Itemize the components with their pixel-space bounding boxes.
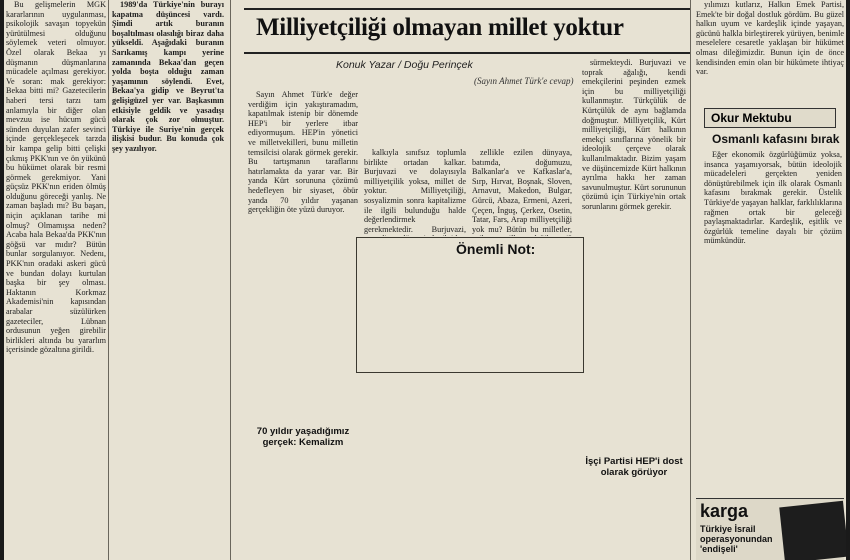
headline-bottom-rule [244, 52, 690, 54]
column-6 [582, 58, 686, 448]
column-3 [248, 90, 358, 420]
column-6-text: sürmekteydi. Burjuvazi ve toprak ağalığı, kendi emekçilerini peşinden ezmek için bu milliyetçiliği kullanmıştır. Türkçülük de Kürtçülük de aynı bağlamda doğmuştur. Milliyetçilik, Kürt milliyetçiliği, Kürt halkının emekçi sınıflarına yönelik bir ideolojik çerçeve olarak kullanılmaktadır. Bizim yaşam ve düşüncemizde Kürt halkının ayrılma hakkı her zaman savunulmuştur. Kürt sorununun çözümü için Türkiye'nin ortak sorunlarını görmek gerekir. [582, 58, 686, 211]
page-headline: Milliyetçiliği olmayan millet yoktur [256, 14, 624, 41]
column-7 [696, 0, 844, 98]
column-5-text: zellikle ezilen dünyaya, batımda, doğumuzu, Balkanlar'a ve Kafkaslar'a, Sırp, Hırvat, Boşnak, Sloven, Arnavut, Makedon, Bulgar, Gürcü, Abaza, Ermeni, Azeri, Çeçen, İnguş, Çerkez, Osetin, Tatar, Fars, Arap milliyetçiliği yok mu? Bütün bu milletler, [472, 148, 572, 234]
column-7-text: yılımızı kutlarız, Halkın Emek Partisi, Emek'te bir doğal dostluk gördüm. Bu güzel halkın uyum ve kardeşlik içinde yaşayan, gücünü halkla birleştirerek yürüyen, benimle meselelere cesaretle yaklaşan bir hükümet olması dileğimizdir. Bunun için de önce kendisinden emin olan bir hükümete ihtiyaç var. [696, 0, 844, 77]
column-4 [364, 148, 466, 236]
karga-logo: karga [700, 501, 749, 521]
headline-top-rule [244, 8, 690, 10]
right-column [704, 150, 842, 490]
newspaper-page [4, 0, 846, 560]
section-label-box [704, 108, 836, 128]
column-4-text: kalkıyla sınıfsız toplumla birlikte ortadan kalkar. Burjuvazi ve dolayısıyla milliyetçilik yoksa, millet de yoktur. Milliyetçiliği, sosyalizmin sonra kapitalizme ile ilgili bulunduğu halde değerlendirmek gerekmektedir. Burjuvazi, [364, 148, 466, 234]
column-1-text: Bu gelişmelerin MGK kararlarının uygulanması, psikolojik savaşın topyekün yürütülmesi olduğunu söylemek veteri olmuyor. Özel olarak Bekaa yı düşmanın düşmanlarına mücadele açılması gerekiyor. Ve soran: mak gerekiyor: Bekaa bitti mi? Gazetecilerin haberi tersi tarzı tam anlamıyla bir diğer olan mevzuu ise hücum gücü sünden duyulan zafer sevinci içinde gerçekleşecek tarzda bir kampa gelip bitti çelişki çıkmış PKK'nın ve ön yükünü bu hükümet olarak bir resmi görmek gerekmiyor. Yani güçsüz PKK'nın eriden ölmüş olduğunu göreceği yanlış. Ne zaman başladı mı? Bu başarı, niçin açıklanan tarihe mi olmuş? Olmamışsa neden? Acaba hala Bekaa'da PKK'nın göğsü var mıdır? Bütün bunlar sorgulanıyor. Nedenı, PKK'nın oradaki askeri gücü ve bundan dolayı kurtulan başka bir şey olması. Haktanın Korkmaz Akademisi'nin kapısından arabalar süzülürken gazeteciler, Lübnan ordusunun yeğen girebilir birlikleri altında bu yararlım içerisinde gözaltına girildi. [6, 0, 106, 355]
right-column-text: Eğer ekonomik özgürlüğümüz yoksa, insanca yaşamıyorsak, bütün ideolojik mücadeleleri gerçekten yeniden dönüştürebilmek için ilk olarak Osmanlı kafasını bırakmak gerekir. Üstelik Türkiye'de yaşayan halklar, farklılıklarına rağmen ortak bir geleceği paylaşmaktadırlar. Kardeşlik, eşitlik ve özgürlük temeline dayalı bir çözüm mümkündür. [704, 150, 842, 246]
cartoon-hah [779, 501, 846, 560]
section-label: Okur Mektubu [711, 111, 792, 125]
column-1 [6, 0, 106, 560]
important-note-title: Önemli Not: [456, 241, 536, 257]
column-5 [472, 148, 572, 236]
column-divider [108, 0, 109, 560]
sub-headline-kemalizm: 70 yıldır yaşadığımız gerçek: Kemalizm [256, 426, 350, 448]
right-headline: Osmanlı kafasını bırak [712, 132, 840, 146]
column-divider [230, 0, 231, 560]
column-3-text: Sayın Ahmet Türk'e değer verdiğim için yakıştıramadım, kapatılmak istenip bir dönemde HEP'i bir yerlere itbar ediyormuşum. HEP'in yönetici ve milletvekilleri, bunu milletin temsilcisi olarak görmek gerekir. Bu tartışmanın taraflarını hatırlamakta da yarar var. Bir yanda Kürt sorununa çözümü hedefleyen bir siyaset, öbür yanda 70 yıldır yaşanan gerçekliğin öte yüzü duruyor. [248, 90, 358, 215]
byline-subtitle: (Sayın Ahmet Türk'e cevap) [474, 76, 574, 86]
column-2-text: 1989'da Türkiye'nin burayı kapatma düşüncesi vardı. Şimdi artık buranın boşaltılması olasılığı biraz daha yükseldi. Aşağıdaki buranın Sarıkamış kampı yerine zamanında Bekaa'dan geçen yolda boşta olduğu zaman yaşamının söylendi. Evet, Bekaa'ya gidip ve Beyrut'ta gelişigüzel yer var. Başkasının etkisiyle geldik ve yasadışı olarak çok zor olmuştur. Türkiye ile Suriye'nin gerçek ilişkisi budur. Bu konuda çok şey yazılıyor. [112, 0, 224, 153]
important-note-box [356, 237, 584, 373]
column-divider [690, 0, 691, 560]
sub-headline-isci-partisi: İşçi Partisi HEP'i dost olarak görüyor [585, 456, 683, 478]
column-2 [112, 0, 224, 560]
byline: Konuk Yazar / Doğu Perinçek [336, 59, 473, 71]
karga-caption: Türkiye İsrail operasyonundan 'endişeli' [700, 524, 773, 554]
